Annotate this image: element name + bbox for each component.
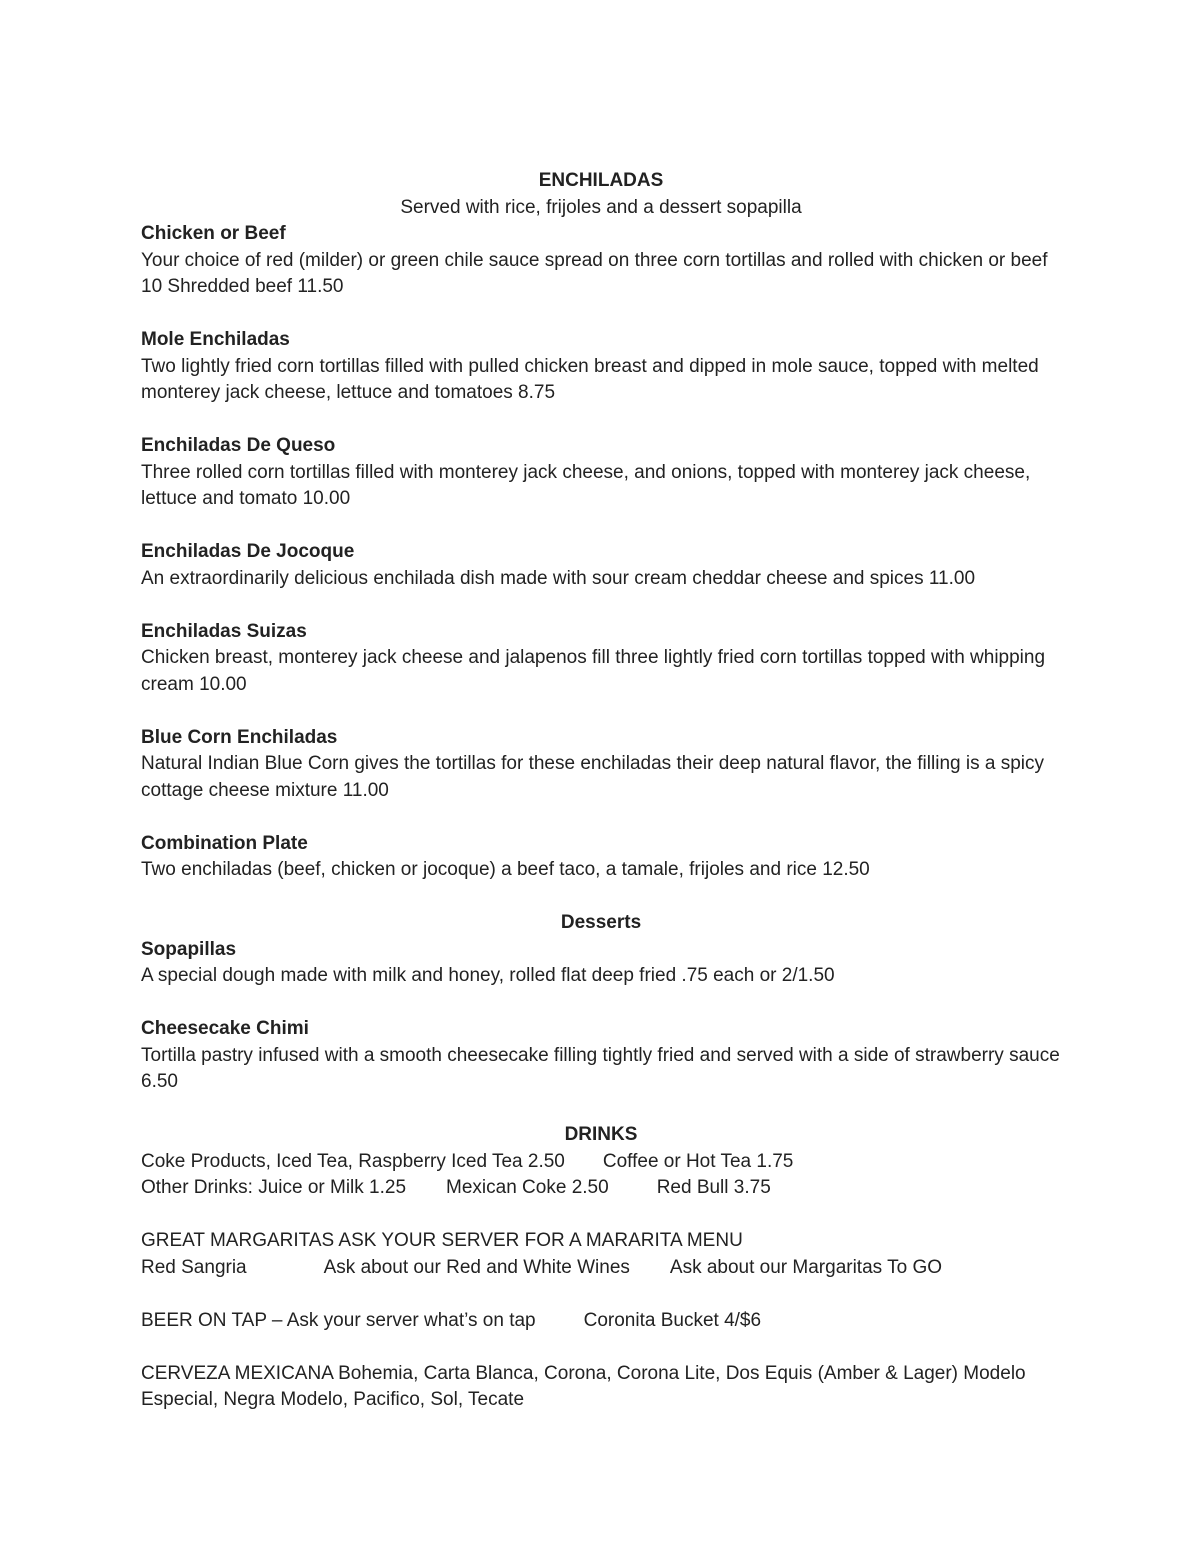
enchiladas-subtitle: Served with rice, frijoles and a dessert sopapilla bbox=[400, 196, 802, 218]
item-description: Two lightly fried corn tortillas filled with pulled chicken breast and dipped in mole sauce, topped with melted monterey jack cheese, lettuce and tomatoes 8.75 bbox=[141, 355, 1039, 403]
drinks-line-2 bbox=[141, 1175, 1061, 1202]
cerveza-list: CERVEZA MEXICANA Bohemia, Carta Blanca, Corona, Corona Lite, Dos Equis (Amber & Lager) Modelo Especial, Negra Modelo, Pacifico, Sol, Tecate bbox=[141, 1362, 1026, 1410]
item-description: Tortilla pastry infused with a smooth cheesecake filling tightly fried and served with a side of strawberry sauce 6.50 bbox=[141, 1044, 1060, 1092]
menu-item bbox=[141, 725, 1061, 805]
drink-entry: BEER ON TAP – Ask your server what’s on tap bbox=[141, 1309, 536, 1331]
margaritas-note: GREAT MARGARITAS ASK YOUR SERVER FOR A MARARITA MENU bbox=[141, 1230, 743, 1251]
drink-entry: Red Bull 3.75 bbox=[656, 1177, 771, 1198]
item-name: Blue Corn Enchiladas bbox=[141, 726, 338, 748]
item-name: Cheesecake Chimi bbox=[141, 1018, 309, 1039]
item-name: Mole Enchiladas bbox=[141, 329, 290, 350]
drink-entry: Coke Products, Iced Tea, Raspberry Iced Tea 2.50 bbox=[141, 1150, 565, 1172]
item-name: Chicken or Beef bbox=[141, 223, 286, 244]
drink-entry: Ask about our Margaritas To GO bbox=[669, 1256, 942, 1278]
menu-item bbox=[141, 327, 1061, 407]
menu-item bbox=[141, 831, 1061, 884]
item-description: Chicken breast, monterey jack cheese and jalapenos fill three lightly fried corn tortillas topped with whipping cream 10.00 bbox=[141, 647, 1046, 695]
beer-line bbox=[141, 1308, 1061, 1335]
item-description: Your choice of red (milder) or green chile sauce spread on three corn tortillas and rolled with chicken or beef 10 Shredded beef 11.50 bbox=[141, 249, 1048, 297]
enchiladas-title: ENCHILADAS bbox=[538, 170, 664, 191]
drink-entry: Mexican Coke 2.50 bbox=[446, 1177, 609, 1198]
desserts-title: Desserts bbox=[560, 912, 642, 933]
drinks-line-1 bbox=[141, 1149, 1061, 1176]
drinks-title: DRINKS bbox=[564, 1124, 638, 1145]
menu-item bbox=[141, 1016, 1061, 1096]
drink-entry: Other Drinks: Juice or Milk 1.25 bbox=[141, 1177, 407, 1198]
drink-entry: Red Sangria bbox=[141, 1256, 247, 1278]
drink-entry: Ask about our Red and White Wines bbox=[323, 1256, 630, 1278]
item-description: Two enchiladas (beef, chicken or jocoque) a beef taco, a tamale, frijoles and rice 12.50 bbox=[141, 859, 870, 880]
drink-entry: Coronita Bucket 4/$6 bbox=[583, 1309, 762, 1331]
item-name: Combination Plate bbox=[141, 832, 308, 854]
item-name: Enchiladas De Jocoque bbox=[141, 541, 355, 562]
menu-item bbox=[141, 433, 1061, 513]
menu-item bbox=[141, 221, 1061, 301]
item-name: Sopapillas bbox=[141, 938, 237, 960]
item-description: An extraordinarily delicious enchilada dish made with sour cream cheddar cheese and spices 11.00 bbox=[141, 567, 976, 589]
drink-entry: Coffee or Hot Tea 1.75 bbox=[602, 1150, 794, 1172]
item-name: Enchiladas De Queso bbox=[141, 435, 336, 456]
drinks-line-3 bbox=[141, 1255, 1061, 1282]
item-name: Enchiladas Suizas bbox=[141, 620, 307, 642]
item-description: A special dough made with milk and honey, rolled flat deep fried .75 each or 2/1.50 bbox=[141, 965, 835, 986]
menu-item bbox=[141, 937, 1061, 990]
menu-item bbox=[141, 619, 1061, 699]
menu-item bbox=[141, 539, 1061, 592]
menu-page bbox=[141, 168, 1061, 1414]
item-description: Natural Indian Blue Corn gives the tortillas for these enchiladas their deep natural flavor, the filling is a spicy cottage cheese mixture 11.00 bbox=[141, 753, 1044, 801]
item-description: Three rolled corn tortillas filled with monterey jack cheese, and onions, topped with monterey jack cheese, lettuce and tomato 10.00 bbox=[141, 461, 1031, 509]
